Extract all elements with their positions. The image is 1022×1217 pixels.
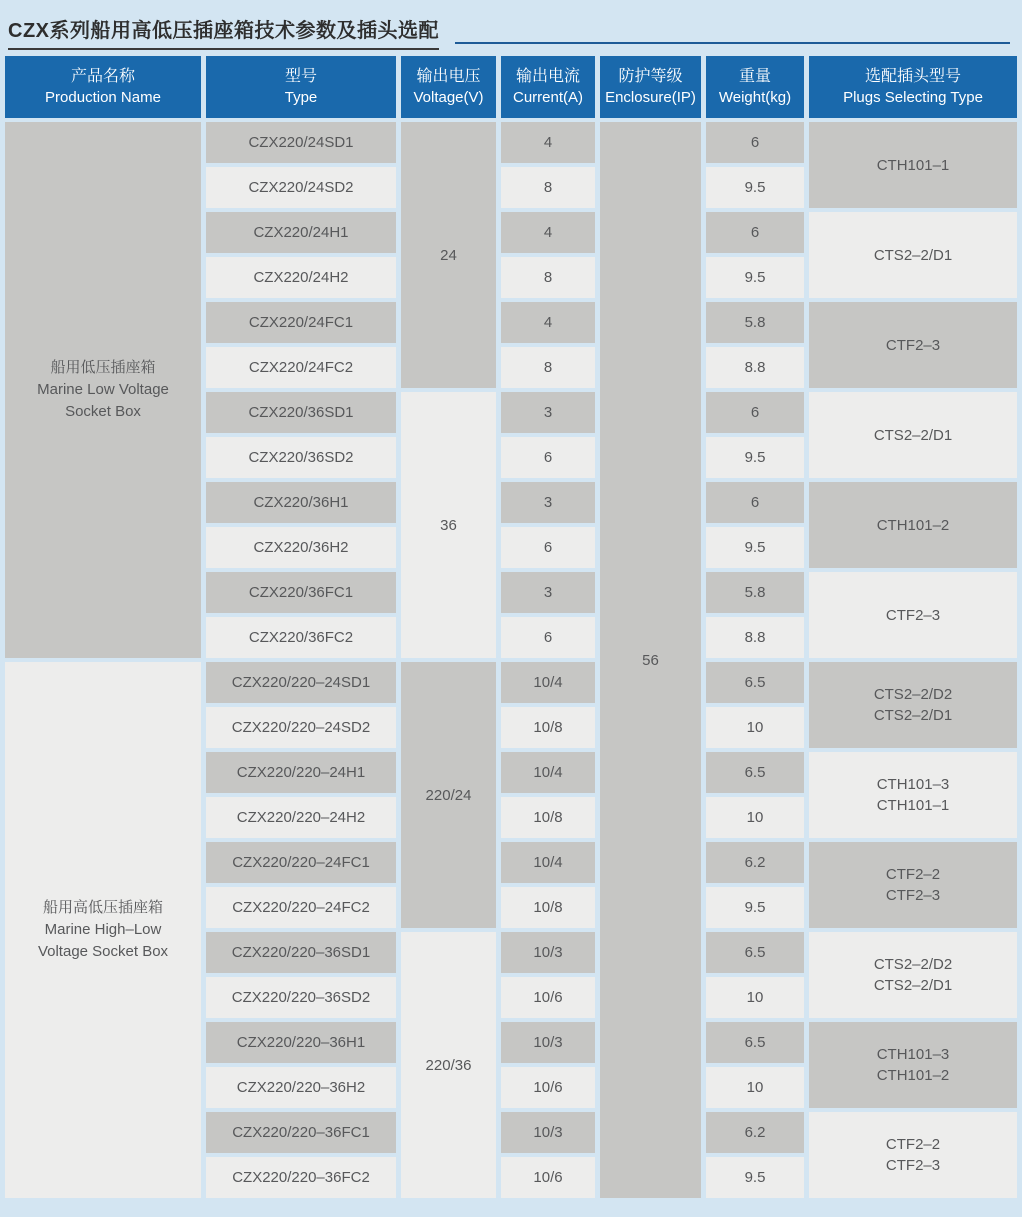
current-cell: 10/8 <box>501 707 595 748</box>
type-cell: CZX220/24SD1 <box>206 122 396 163</box>
weight-cell: 6 <box>706 212 804 253</box>
col-header-current-en: Current(A) <box>512 89 583 106</box>
current-cell: 4 <box>501 302 595 343</box>
product-group-cell <box>5 662 201 1198</box>
col-header-plugs <box>809 56 1017 118</box>
weight-cell: 6 <box>706 482 804 523</box>
current-cell: 10/3 <box>501 1112 595 1153</box>
col-header-type <box>206 56 396 118</box>
weight-cell: 6.5 <box>706 1022 804 1063</box>
plug-cell <box>809 1022 1017 1108</box>
plug-label: CTS2–2/D2 <box>873 686 953 703</box>
plug-label: CTS2–2/D1 <box>873 426 953 444</box>
plug-label: CTF2–2 <box>885 1136 941 1153</box>
col-header-type-zh: 型号 <box>284 68 317 85</box>
current-cell: 10/6 <box>501 1157 595 1198</box>
weight-cell: 10 <box>706 1067 804 1108</box>
table-row <box>5 662 1017 703</box>
title-row <box>0 0 1022 50</box>
weight-cell: 9.5 <box>706 1157 804 1198</box>
product-name-zh: 船用低压插座箱 <box>50 359 156 376</box>
spec-table <box>0 52 1022 1202</box>
plug-cell <box>809 392 1017 478</box>
weight-cell: 6 <box>706 392 804 433</box>
voltage-group-cell: 220/24 <box>401 662 496 928</box>
type-cell: CZX220/220–24H1 <box>206 752 396 793</box>
plug-label: CTS2–2/D2 <box>873 956 953 973</box>
col-header-current <box>501 56 595 118</box>
current-cell: 10/4 <box>501 662 595 703</box>
plug-label: CTS2–2/D1 <box>873 707 953 724</box>
plug-label: CTF2–3 <box>885 887 941 904</box>
plug-label: CTH101–3 <box>876 1046 950 1063</box>
current-cell: 6 <box>501 437 595 478</box>
current-cell: 10/6 <box>501 977 595 1018</box>
enclosure-ip-cell: 56 <box>600 122 701 1198</box>
col-header-enclosure <box>600 56 701 118</box>
plug-label: CTF2–2 <box>885 866 941 883</box>
col-header-plugs-zh: 选配插头型号 <box>864 68 961 85</box>
plug-label: CTH101–2 <box>876 516 950 534</box>
current-cell: 10/6 <box>501 1067 595 1108</box>
current-cell: 3 <box>501 482 595 523</box>
product-name-en: Marine High–Low <box>44 921 162 938</box>
plug-cell <box>809 212 1017 298</box>
type-cell: CZX220/36SD1 <box>206 392 396 433</box>
product-name-en: Marine Low Voltage <box>37 381 169 398</box>
type-cell: CZX220/220–36SD1 <box>206 932 396 973</box>
plug-label: CTF2–3 <box>885 606 941 624</box>
product-name-en: Socket Box <box>65 403 141 420</box>
voltage-group-cell: 36 <box>401 392 496 658</box>
type-cell: CZX220/36SD2 <box>206 437 396 478</box>
plug-label: CTH101–1 <box>876 797 950 814</box>
type-cell: CZX220/220–36H2 <box>206 1067 396 1108</box>
type-cell: CZX220/220–24SD2 <box>206 707 396 748</box>
weight-cell: 10 <box>706 797 804 838</box>
col-header-product-en: Production Name <box>45 89 161 106</box>
current-cell: 4 <box>501 212 595 253</box>
plug-label: CTH101–1 <box>876 156 950 174</box>
weight-cell: 9.5 <box>706 437 804 478</box>
current-cell: 8 <box>501 347 595 388</box>
plug-cell <box>809 752 1017 838</box>
type-cell: CZX220/220–36H1 <box>206 1022 396 1063</box>
col-header-type-en: Type <box>284 89 318 106</box>
weight-cell: 6.5 <box>706 932 804 973</box>
weight-cell: 8.8 <box>706 617 804 658</box>
plug-cell <box>809 842 1017 928</box>
weight-cell: 10 <box>706 977 804 1018</box>
current-cell: 8 <box>501 257 595 298</box>
col-header-voltage-zh: 输出电压 <box>416 68 481 85</box>
title-rule-line <box>455 42 1010 44</box>
current-cell: 10/4 <box>501 842 595 883</box>
col-header-product-zh: 产品名称 <box>70 68 135 85</box>
weight-cell: 5.8 <box>706 572 804 613</box>
type-cell: CZX220/220–24H2 <box>206 797 396 838</box>
weight-cell: 8.8 <box>706 347 804 388</box>
plug-cell <box>809 1112 1017 1198</box>
type-cell: CZX220/220–36FC2 <box>206 1157 396 1198</box>
product-name-en: Voltage Socket Box <box>37 943 169 960</box>
col-header-weight-zh: 重量 <box>738 68 771 85</box>
current-cell: 10/4 <box>501 752 595 793</box>
col-header-product <box>5 56 201 118</box>
col-header-voltage <box>401 56 496 118</box>
type-cell: CZX220/220–24SD1 <box>206 662 396 703</box>
type-cell: CZX220/36FC2 <box>206 617 396 658</box>
plug-cell <box>809 302 1017 388</box>
type-cell: CZX220/36FC1 <box>206 572 396 613</box>
type-cell: CZX220/220–24FC2 <box>206 887 396 928</box>
type-cell: CZX220/24SD2 <box>206 167 396 208</box>
weight-cell: 6.2 <box>706 1112 804 1153</box>
plug-cell <box>809 662 1017 748</box>
col-header-current-zh: 输出电流 <box>515 68 580 85</box>
plug-cell <box>809 482 1017 568</box>
plug-label: CTS2–2/D1 <box>873 977 953 994</box>
header-row <box>5 56 1017 118</box>
weight-cell: 9.5 <box>706 887 804 928</box>
type-cell: CZX220/24H1 <box>206 212 396 253</box>
plug-label: CTH101–3 <box>876 776 950 793</box>
current-cell: 6 <box>501 527 595 568</box>
plug-label: CTS2–2/D1 <box>873 246 953 264</box>
type-cell: CZX220/220–24FC1 <box>206 842 396 883</box>
table-row <box>5 122 1017 163</box>
weight-cell: 10 <box>706 707 804 748</box>
type-cell: CZX220/24H2 <box>206 257 396 298</box>
product-name-zh: 船用高低压插座箱 <box>42 899 163 916</box>
type-cell: CZX220/220–36FC1 <box>206 1112 396 1153</box>
plug-label: CTH101–2 <box>876 1067 950 1084</box>
current-cell: 4 <box>501 122 595 163</box>
current-cell: 3 <box>501 392 595 433</box>
current-cell: 10/3 <box>501 1022 595 1063</box>
plug-label: CTF2–3 <box>885 1157 941 1174</box>
col-header-enclosure-zh: 防护等级 <box>618 68 683 85</box>
weight-cell: 6.5 <box>706 752 804 793</box>
type-cell: CZX220/220–36SD2 <box>206 977 396 1018</box>
plug-cell <box>809 122 1017 208</box>
current-cell: 10/8 <box>501 887 595 928</box>
plug-label: CTF2–3 <box>885 336 941 354</box>
type-cell: CZX220/36H1 <box>206 482 396 523</box>
col-header-plugs-en: Plugs Selecting Type <box>843 89 983 106</box>
weight-cell: 6.5 <box>706 662 804 703</box>
weight-cell: 6.2 <box>706 842 804 883</box>
weight-cell: 6 <box>706 122 804 163</box>
type-cell: CZX220/24FC1 <box>206 302 396 343</box>
weight-cell: 9.5 <box>706 167 804 208</box>
col-header-weight <box>706 56 804 118</box>
type-cell: CZX220/36H2 <box>206 527 396 568</box>
weight-cell: 9.5 <box>706 257 804 298</box>
col-header-enclosure-en: Enclosure(IP) <box>605 89 696 106</box>
voltage-group-cell: 220/36 <box>401 932 496 1198</box>
current-cell: 6 <box>501 617 595 658</box>
current-cell: 10/3 <box>501 932 595 973</box>
current-cell: 3 <box>501 572 595 613</box>
plug-cell <box>809 932 1017 1018</box>
current-cell: 10/8 <box>501 797 595 838</box>
product-group-cell <box>5 122 201 658</box>
weight-cell: 5.8 <box>706 302 804 343</box>
col-header-voltage-en: Voltage(V) <box>413 89 484 106</box>
page-title: CZX系列船用高低压插座箱技术参数及插头选配 <box>8 14 439 50</box>
plug-cell <box>809 572 1017 658</box>
voltage-group-cell: 24 <box>401 122 496 388</box>
weight-cell: 9.5 <box>706 527 804 568</box>
current-cell: 8 <box>501 167 595 208</box>
col-header-weight-en: Weight(kg) <box>718 89 792 106</box>
type-cell: CZX220/24FC2 <box>206 347 396 388</box>
